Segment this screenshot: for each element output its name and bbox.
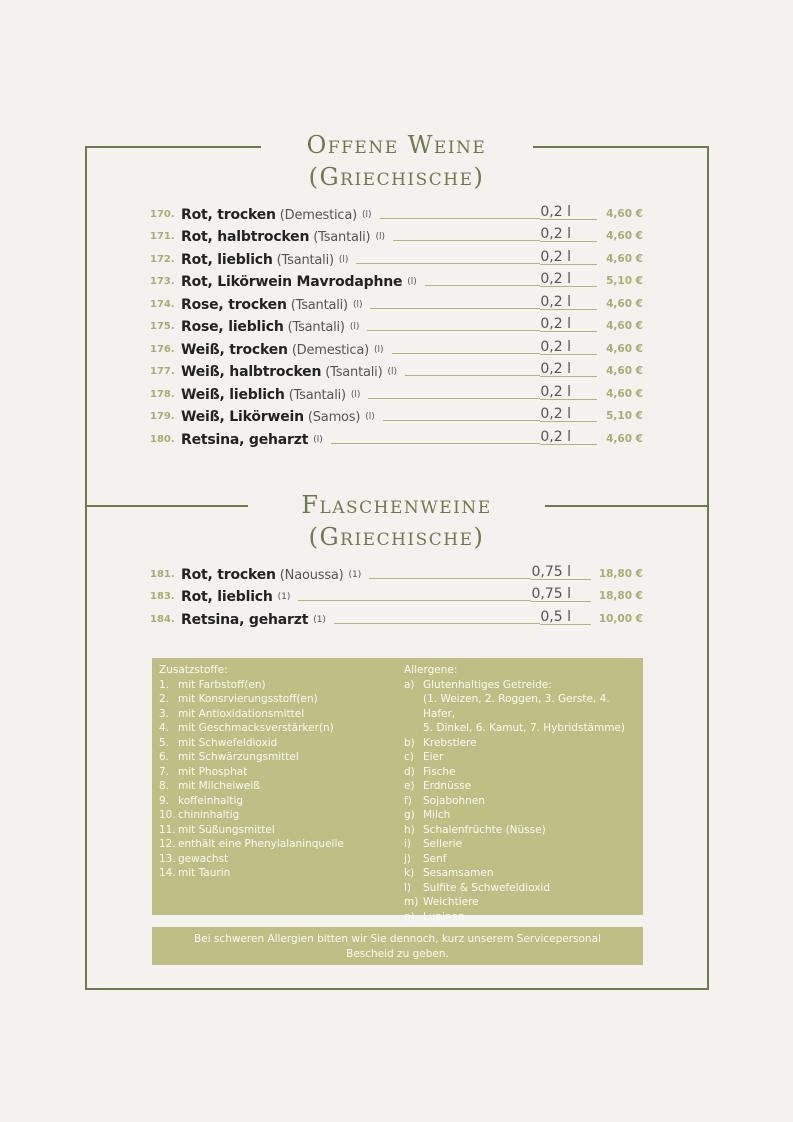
item-volume: 0,2 l [540, 406, 571, 422]
additive-item [159, 852, 399, 867]
allergen-key: m) [404, 896, 419, 908]
item-origin: (Demestica) [279, 207, 358, 223]
allergy-notice-text: Bei schweren Allergien bitten wir Sie dennoch, kurz unserem Servicepersonal Bescheid zu geben. [194, 933, 601, 960]
item-price: 10,00 € [598, 612, 643, 625]
dotted-leader [405, 375, 540, 376]
additive-key: 8. [159, 780, 170, 792]
menu-item [150, 583, 643, 606]
menu-item [150, 425, 643, 448]
additive-item [159, 837, 399, 852]
leader-tail [571, 264, 597, 265]
item-note: (l) [350, 389, 361, 400]
item-name: Retsina, geharzt [181, 611, 309, 628]
allergen-key: e) [404, 780, 415, 792]
leader-tail [571, 354, 597, 355]
allergen-key: d) [404, 765, 415, 778]
allergen-key: b) [404, 736, 415, 749]
item-price: 18,80 € [598, 590, 643, 602]
item-number: 177. [150, 366, 175, 377]
item-number: 184. [150, 613, 175, 625]
item-name: Weiß, Likörwein [181, 409, 304, 425]
section-title-line2: (Griechische) [308, 163, 485, 191]
item-volume: 0,75 l [531, 563, 571, 580]
dotted-leader [392, 353, 541, 354]
allergen-item [404, 837, 639, 852]
additive-key: 12. [159, 838, 176, 850]
leader-tail [571, 421, 597, 422]
additive-key: 1. [159, 678, 170, 691]
additive-key: 6. [159, 751, 170, 763]
allergen-label: Lupinen [423, 910, 465, 923]
menu-item [150, 380, 643, 403]
item-name: Rose, lieblich [181, 319, 284, 335]
allergen-key: n) [404, 910, 415, 923]
dotted-leader [367, 330, 540, 331]
additive-key: 5. [159, 736, 170, 749]
item-price: 4,60 € [606, 320, 643, 332]
item-price: 4,60 € [606, 207, 643, 220]
item-origin: (Naoussa) [279, 567, 344, 583]
menu-item [150, 245, 643, 268]
menu-item [150, 313, 643, 336]
item-name: Rose, trocken [181, 296, 287, 313]
item-number: 181. [150, 568, 175, 580]
additive-key: 10. [159, 809, 176, 821]
item-price: 4,60 € [606, 252, 643, 265]
additive-label: mit Süßungsmittel [178, 823, 275, 836]
allergen-label: Erdnüsse [423, 780, 472, 792]
allergen-label: Glutenhaltiges Getreide: [423, 678, 552, 691]
allergen-label: 5. Dinkel, 6. Kamut, 7. Hybridstämme) [423, 722, 626, 734]
additive-label: mit Schwefeldioxid [178, 736, 278, 749]
dotted-leader [369, 578, 531, 579]
allergen-label: Senf [423, 852, 447, 865]
item-number: 173. [150, 276, 175, 287]
menu-item [150, 403, 643, 426]
menu-item [150, 560, 643, 583]
additive-key: 4. [159, 722, 170, 734]
item-name: Weiß, trocken [181, 341, 288, 358]
item-price: 4,60 € [606, 387, 643, 400]
section-title-bottle-wines [0, 489, 793, 553]
allergen-label: Sesamsamen [423, 867, 494, 879]
allergen-key: g) [404, 809, 415, 821]
allergen-key: a) [404, 678, 415, 691]
dotted-leader [370, 308, 540, 309]
allergens-column [404, 663, 639, 924]
additive-item [159, 808, 399, 823]
item-name: Weiß, halbtrocken [181, 364, 322, 380]
section-title-line2: (Griechische) [308, 523, 485, 551]
allergen-label: Weichtiere [423, 896, 479, 908]
item-price: 5,10 € [606, 410, 643, 422]
item-volume: 0,2 l [540, 293, 571, 310]
dotted-leader [383, 420, 541, 421]
item-note: (l) [338, 254, 349, 265]
allergen-item [404, 779, 639, 794]
dotted-leader [356, 263, 540, 264]
item-number: 172. [150, 253, 175, 265]
item-note: (l) [374, 344, 384, 355]
item-price: 4,60 € [606, 432, 643, 445]
additive-item [159, 721, 399, 736]
leader-tail [571, 331, 597, 332]
allergen-label: Sojabohnen [423, 794, 485, 807]
leader-tail [571, 376, 597, 377]
item-note: (l) [313, 434, 323, 445]
allergen-label: Krebstiere [423, 736, 477, 749]
additive-item [159, 866, 399, 881]
additives-allergens-box [152, 658, 643, 923]
item-number: 178. [150, 388, 175, 400]
allergen-item [404, 721, 639, 736]
allergen-key [404, 692, 423, 721]
item-number: 171. [150, 231, 175, 242]
menu-item [150, 268, 643, 291]
additive-item [159, 678, 399, 693]
allergen-item [404, 881, 639, 896]
item-volume: 0,2 l [540, 361, 571, 377]
item-origin: (Tsantali) [288, 387, 346, 403]
item-origin: (Tsantali) [290, 297, 348, 313]
item-number: 176. [150, 343, 175, 355]
additive-label: mit Konsrvierungsstoff(en) [178, 693, 318, 705]
frame-left-line [85, 146, 87, 990]
allergen-item [404, 852, 639, 867]
additive-label: mit Phosphat [178, 765, 248, 778]
allergen-key: j) [404, 852, 412, 865]
leader-tail [571, 399, 597, 400]
additive-item [159, 765, 399, 780]
allergen-label: Sulfite & Schwefeldioxid [423, 881, 550, 894]
additive-label: enthält eine Phenylalaninquelle [178, 838, 344, 850]
additive-item [159, 707, 399, 722]
item-volume: 0,2 l [540, 383, 571, 400]
section-title-line1: Offene Weine [306, 131, 487, 159]
allergen-item [404, 823, 639, 838]
item-note: (1) [348, 569, 362, 580]
item-number: 183. [150, 591, 175, 602]
allergen-label: Milch [423, 809, 451, 821]
item-price: 4,60 € [606, 230, 643, 242]
item-note: (l) [349, 322, 360, 332]
item-price: 5,10 € [606, 275, 643, 287]
allergen-item [404, 765, 639, 780]
item-origin: (Demestica) [291, 342, 370, 358]
item-origin: (Tsantali) [325, 365, 383, 380]
item-origin: (Samos) [307, 410, 361, 425]
leader-tail [571, 286, 597, 287]
allergen-label: Fische [423, 765, 456, 778]
additive-key: 2. [159, 693, 170, 705]
allergen-item [404, 910, 639, 925]
allergen-item [404, 736, 639, 751]
allergen-item [404, 808, 639, 823]
item-origin: (Tsantali) [276, 252, 334, 268]
item-note: (l) [352, 299, 363, 310]
additive-label: mit Taurin [178, 867, 231, 879]
item-price: 18,80 € [598, 567, 643, 580]
item-volume: 0,2 l [540, 271, 571, 287]
additives-column [159, 663, 399, 881]
item-name: Weiß, lieblich [181, 386, 285, 403]
additive-label: chininhaltig [178, 809, 240, 821]
additives-heading: Zusatzstoffe: [159, 664, 228, 676]
allergy-notice [152, 927, 643, 965]
item-volume: 0,5 l [540, 608, 571, 625]
additive-key: 13. [159, 852, 176, 865]
item-name: Rot, halbtrocken [181, 229, 310, 245]
allergens-heading: Allergene: [404, 664, 458, 676]
allergen-key: h) [404, 823, 415, 836]
additive-label: mit Farbstoff(en) [178, 678, 266, 691]
item-volume: 0,2 l [540, 428, 571, 445]
allergen-item [404, 794, 639, 809]
additive-item [159, 794, 399, 809]
menu-item [150, 335, 643, 358]
dotted-leader [298, 600, 531, 601]
additive-key: 7. [159, 765, 170, 778]
additive-item [159, 750, 399, 765]
additive-item [159, 736, 399, 751]
frame-right-line [707, 146, 709, 990]
item-number: 175. [150, 321, 175, 332]
item-note: (l) [362, 209, 372, 220]
item-volume: 0,2 l [540, 203, 571, 220]
leader-tail [571, 444, 597, 445]
item-note: (l) [407, 277, 417, 287]
allergen-item [404, 750, 639, 765]
item-volume: 0,2 l [540, 226, 571, 242]
dotted-leader [368, 398, 540, 399]
leader-tail [571, 309, 597, 310]
item-volume: 0,2 l [540, 316, 571, 332]
additive-key: 3. [159, 707, 170, 720]
item-note: (l) [375, 232, 385, 242]
item-number: 179. [150, 411, 175, 422]
additive-item [159, 823, 399, 838]
item-note: (1) [313, 614, 326, 625]
item-volume: 0,2 l [540, 338, 571, 355]
allergen-key: l) [404, 881, 412, 894]
allergen-key: k) [404, 867, 415, 879]
dotted-leader [380, 218, 541, 219]
leader-tail [571, 624, 591, 625]
item-name: Rot, lieblich [181, 589, 273, 605]
item-name: Rot, Likörwein Mavrodaphne [181, 274, 403, 290]
item-note: (l) [387, 367, 397, 377]
allergen-item [404, 866, 639, 881]
item-origin: (Tsantali) [287, 320, 345, 335]
dotted-leader [334, 623, 540, 624]
bottle-wines-list [150, 560, 643, 628]
section-title-open-wines [0, 129, 793, 193]
additive-key: 14. [159, 867, 176, 879]
menu-item [150, 358, 643, 381]
allergen-item [404, 895, 639, 910]
allergen-label: Sellerie [423, 838, 463, 850]
allergen-key: c) [404, 751, 414, 763]
leader-tail [571, 219, 597, 220]
section-title-line1: Flaschenweine [301, 491, 492, 519]
item-origin: (Tsantali) [313, 230, 371, 245]
item-price: 4,60 € [606, 365, 643, 377]
item-volume: 0,2 l [540, 248, 571, 265]
dotted-leader [425, 285, 541, 286]
additive-label: mit Schwärzungsmittel [178, 751, 299, 763]
item-number: 170. [150, 208, 175, 220]
additive-label: koffeinhaltig [178, 794, 244, 807]
leader-tail [571, 601, 591, 602]
additive-key: 11. [159, 823, 176, 836]
item-number: 180. [150, 433, 175, 445]
menu-item [150, 605, 643, 628]
dotted-leader [393, 240, 540, 241]
allergen-label: Eier [423, 751, 444, 763]
additive-label: mit Antioxidationsmittel [178, 707, 305, 720]
item-price: 4,60 € [606, 297, 643, 310]
item-note: (1) [277, 592, 291, 602]
menu-item [150, 200, 643, 223]
item-volume: 0,75 l [531, 586, 571, 602]
allergen-label: (1. Weizen, 2. Roggen, 3. Gerste, 4. Hafer, [423, 693, 610, 720]
additive-label: gewachst [178, 852, 229, 865]
leader-tail [571, 241, 597, 242]
additive-item [159, 692, 399, 707]
allergen-key: i) [404, 838, 412, 850]
allergen-label: Schalenfrüchte (Nüsse) [423, 823, 546, 836]
item-number: 174. [150, 298, 175, 310]
item-name: Rot, trocken [181, 206, 276, 223]
leader-tail [571, 579, 591, 580]
frame-bottom-line [85, 988, 708, 990]
additive-item [159, 779, 399, 794]
allergen-item [404, 692, 639, 721]
menu-item [150, 223, 643, 246]
allergen-key: f) [404, 794, 412, 807]
additive-key: 9. [159, 794, 170, 807]
item-name: Rot, lieblich [181, 251, 273, 268]
dotted-leader [331, 443, 541, 444]
item-note: (l) [365, 412, 375, 422]
additive-label: mit Milcheiweiß [178, 780, 260, 792]
additive-label: mit Geschmacksverstärker(n) [178, 722, 334, 734]
item-price: 4,60 € [606, 342, 643, 355]
item-name: Retsina, geharzt [181, 431, 309, 448]
item-name: Rot, trocken [181, 566, 276, 583]
open-wines-list [150, 200, 643, 448]
menu-item [150, 290, 643, 313]
allergen-key [404, 721, 423, 736]
allergen-item [404, 678, 639, 693]
